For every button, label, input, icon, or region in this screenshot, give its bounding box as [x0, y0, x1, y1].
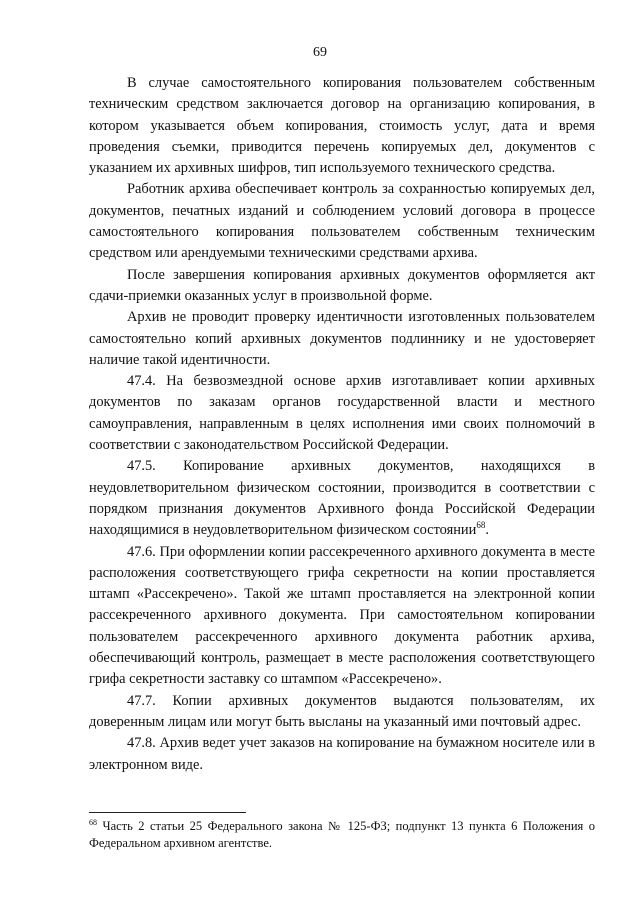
body-text [89, 73, 595, 776]
paragraph-47-5-text: 47.5. Копирование архивных документов, находящихся в неудовлетворительном физическом состоянии, производится в соответствии с порядком признания документов Архивного фонда Российской Федерации находящимися в неудовлетворительном физическом состоянии [89, 458, 595, 539]
paragraph-47-5-end: . [485, 522, 489, 539]
page-number: 69 [313, 45, 327, 60]
paragraph-self-copying-contract: В случае самостоятельного копирования пользователем собственным техническим средством заключается договор на организацию копирования, в котором указывается объем копирования, стоимость услуг, дата и время проведения съемки, приводится перечень копируемых дел, документов с указанием их архивных шифров, тип используемого технического средства. [89, 75, 595, 177]
paragraph-acceptance-act: После завершения копирования архивных документов оформляется акт сдачи-приемки оказанных услуг в произвольной форме. [89, 266, 595, 304]
footnote [89, 818, 595, 852]
paragraph-47-5 [89, 456, 595, 541]
paragraph-47-6: 47.6. При оформлении копии рассекреченного архивного документа в месте расположения соответствующего грифа секретности на копии проставляется штамп «Рассекречено». Такой же штамп проставляется на электронной копии рассекреченного архивного документа. При самостоятельном копировании пользователем рассекреченного архивного документа работник архива, обеспечивающий контроль, размещает в месте расположения соответствующего грифа секретности заставку со штампом «Рассекречено». [89, 543, 595, 688]
footnote-separator [89, 812, 246, 813]
paragraph-archive-control: Работник архива обеспечивает контроль за сохранностью копируемых дел, документов, печатных изданий и соблюдением условий договора в процессе самостоятельного копирования пользователем собственным техническим средством или арендуемыми техническими средствами архива. [89, 181, 595, 262]
footnote-reference: 68 [476, 520, 486, 531]
footnote-text: Часть 2 статьи 25 Федерального закона № 125-ФЗ; подпункт 13 пункта 6 Положения о Федеральном архивном агентстве. [89, 819, 595, 850]
paragraph-47-8: 47.8. Архив ведет учет заказов на копирование на бумажном носителе или в электронном виде. [89, 735, 595, 773]
paragraph-no-identity-check: Архив не проводит проверку идентичности изготовленных пользователем самостоятельно копий архивных документов подлиннику и не удостоверяет наличие такой идентичности. [89, 309, 595, 368]
footnote-number: 68 [89, 818, 97, 827]
paragraph-47-7: 47.7. Копии архивных документов выдаются пользователям, их доверенным лицам или могут быть высланы на указанный ими почтовый адрес. [89, 692, 595, 730]
paragraph-47-4: 47.4. На безвозмездной основе архив изготавливает копии архивных документов по заказам органов государственной власти и местного самоуправления, направленным в целях исполнения ими своих полномочий в соответствии с законодательством Российской Федерации. [89, 373, 595, 454]
